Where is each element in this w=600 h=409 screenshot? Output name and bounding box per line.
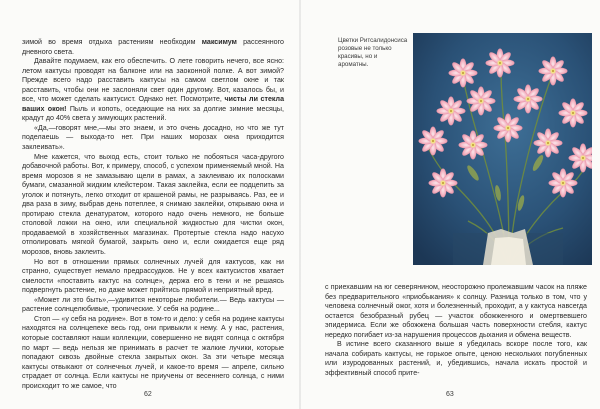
paragraph bbox=[22, 124, 284, 153]
paragraph bbox=[325, 340, 587, 378]
paragraph bbox=[22, 296, 284, 315]
text-run: Но вот в отношении прямых солнечных лучей для кактусов, как ни странно, существует немало предрассудков. Не у всех кактусистов хватает смелости «поставить кактус на солнце», держа его в тени и не решаясь подвергнуть растение, но даже может прийтись прямой и неприятный вред. bbox=[22, 257, 284, 295]
paragraph bbox=[325, 283, 587, 340]
bold-text: максимум bbox=[201, 38, 237, 46]
paragraph bbox=[22, 258, 284, 296]
paragraph bbox=[22, 315, 284, 391]
paragraph bbox=[22, 57, 284, 124]
page-number-left: 62 bbox=[144, 391, 152, 398]
paragraph bbox=[22, 153, 284, 258]
paragraph bbox=[22, 38, 284, 57]
right-page-text bbox=[325, 283, 587, 378]
bold-text: чисты ли стекла ваших окон! bbox=[22, 95, 285, 113]
text-run: зимой во время отдыха растениям необходим bbox=[22, 38, 202, 46]
text-run: рассеянного дневного света. bbox=[22, 38, 284, 56]
page-number-right: 63 bbox=[446, 391, 454, 398]
text-run: В истине всего сказанного выше я убедилась вскоре после того, как начала собирать кактусы, не горькое опыте, ценою нескольких погубленных или изуродованных растений, и, убедившись, начала искать простой и эффективный способ прите- bbox=[325, 340, 587, 377]
right-page bbox=[300, 0, 600, 409]
text-run: Стоп — «у себя на родине». Вот в том-то и дело: у себя на родине кактусы находятся на солнцепеке весь год, они привыкли к нему. А у нас, растения, которые составляют наши коллекции, совершенно не видят солнца с октября по март — ведь нельзя же принимать в расчет те жалкие лучики, которые попадают сквозь двойные стекла закрытых окон. За эти четыре месяца кактусы отвыкают от солнечных лучей, и какое-то время — апреле, сильно страдает от солнца. Если кактусы не приучены от весеннего солнца, с ними происходит то же самое, что bbox=[22, 314, 284, 390]
cactus-flowers-photo bbox=[413, 33, 592, 265]
text-run: Давайте подумаем, как его обеспечить. О лете говорить нечего, все ясно: летом кактусы проводят на балконе или на заоконной полке. А вот зимой? Прежде всего надо расставить кактусы на самом светлом окне и так расставить, чтобы они не заслоняли свет один другому. Вот, казалось бы, и все, что может сделать кактусист. Однако нет. Посмотрите, bbox=[22, 57, 284, 104]
text-run: «Может ли это быть»,—удивится некоторые любители.— Ведь кактусы — растение солнцелюбивые, тропические. У себя на родине... bbox=[22, 295, 284, 314]
text-run: «Да,—говорят мне,—мы это знаем, и это очень досадно, но что же тут поделаешь — выхода-то нет. При наших морозах окна приходится заклеивать». bbox=[22, 123, 284, 152]
photo-caption: Цветки Ритсалидонсиса розовые не только красивы, но и ароматны. bbox=[338, 37, 408, 68]
left-page-text bbox=[22, 38, 284, 391]
text-run: Мне кажется, что выход есть, стоит только не побояться часа-другого добавочной работы. Вот, к примеру, способ, с успехом применяемый мной. На время морозов я не замазываю щели в рамах, а заклеиваю их полосками бумаги, смазанной жидким клейстером. Такая заклейка, если ее подцепить за уголок и потянуть, легко отходит от крашеной рамы, не разрываясь. Раз, ее и два раза в зиму, выбрав день потеплее, я снимаю заклейки, открываю окна и протираю стекла денатуратом, которого надо очень немного, не больше столовой ложки на окно, или специальной жидкостью для чистки окон, продаваемой в хозяйственных магазинах. Протертые стекла надо насухо отполировать мягкой бумагой, закрыть окно и, если ожидается еще ряд морозов, вновь заклеить. bbox=[22, 152, 284, 257]
text-run: с приехавшим на юг северянином, неосторожно пролежавшим часок на пляже без предварительного «приобыкания» к солнцу. Разница только в том, что у человека солнечный ожог, хотя и болезненный, проходит, а у кактуса навсегда остается безобразный рубец — участок обожженного и омертвевшего эпидермиса. Если же обожжена большая часть поверхности стебля, кактус нередко погибает из-за нарушения процессов дыхания и обмена веществ. bbox=[325, 283, 587, 339]
text-run: Пыль и копоть, оседающие на них за долгие зимние месяцы, крадут до 40% света у зимующих растений. bbox=[22, 104, 284, 123]
